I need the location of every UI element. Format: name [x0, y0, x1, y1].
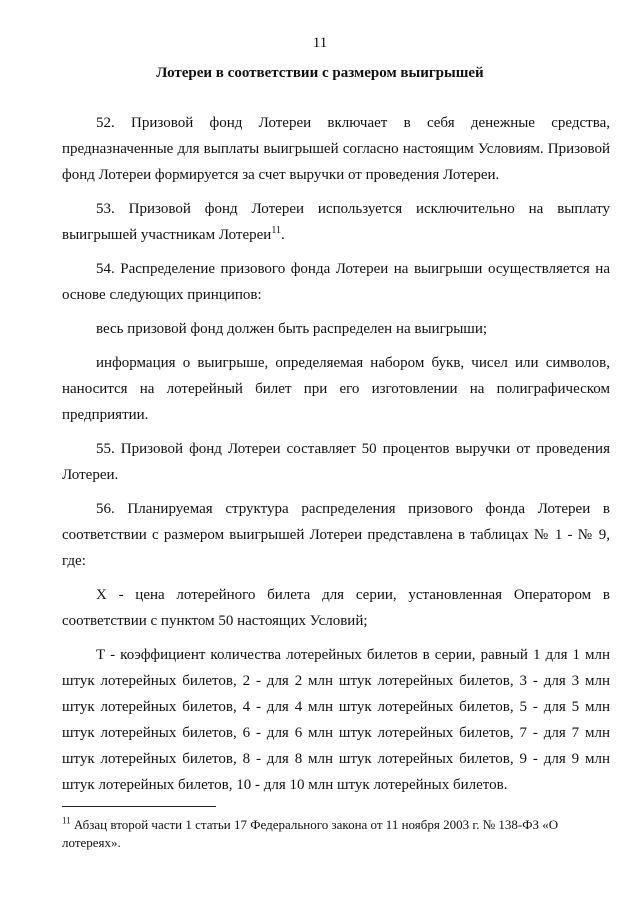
- paragraph-52: 52. Призовой фонд Лотереи включает в себя денежные средства, предназначенные для выплаты выигрышей согласно настоящим Условиям. Призовой фонд Лотереи формируется за счет выручки от проведения Лотереи.: [62, 115, 610, 183]
- paragraph-55: 55. Призовой фонд Лотереи составляет 50 процентов выручки от проведения Лотереи.: [62, 441, 610, 483]
- paragraph-53-end: .: [280, 227, 285, 243]
- footnote-text: Абзац второй части 1 статьи 17 Федерального закона от 11 ноября 2003 г. № 138-ФЗ «О лотереях».: [62, 817, 559, 850]
- page-number: 11: [312, 35, 328, 51]
- principle-item-1: весь призовой фонд должен быть распределен на выигрыши;: [96, 321, 488, 337]
- section-heading: Лотереи в соответствии с размером выигрышей: [156, 65, 484, 81]
- paragraph-56: 56. Планируемая структура распределения призового фонда Лотереи в соответствии с размером выигрышей Лотереи представлена в таблицах № 1 - № 9, где:: [62, 501, 610, 569]
- document-body: [62, 110, 610, 798]
- paragraph-54: 54. Распределение призового фонда Лотереи на выигрыши осуществляется на основе следующих принципов:: [62, 261, 610, 303]
- footnote-separator: [62, 806, 216, 807]
- definition-t: Т - коэффициент количества лотерейных билетов в серии, равный 1 для 1 млн штук лотерейных билетов, 2 - для 2 млн штук лотерейных билетов, 3 - для 3 млн штук лотерейных билетов, 4 - для 4 млн штук лотерейных билетов, 5 - для 5 млн штук лотерейных билетов, 6 - для 6 млн штук лотерейных билетов, 7 - для 7 млн штук лотерейных билетов, 8 - для 8 млн штук лотерейных билетов, 9 - для 9 млн штук лотерейных билетов, 10 - для 10 млн штук лотерейных билетов.: [62, 647, 610, 793]
- footnote: [62, 816, 610, 852]
- definition-x: Х - цена лотерейного билета для серии, установленная Оператором в соответствии с пунктом 50 настоящих Условий;: [62, 587, 610, 629]
- principle-item-2: информация о выигрыше, определяемая набором букв, чисел или символов, наносится на лотерейный билет при его изготовлении на полиграфическом предприятии.: [62, 355, 610, 423]
- footnote-marker: 11: [62, 815, 71, 826]
- paragraph-53-text: 53. Призовой фонд Лотереи используется исключительно на выплату выигрышей участникам Лотереи: [62, 201, 610, 243]
- footnote-reference[interactable]: 11: [271, 225, 281, 236]
- paragraph-53: [62, 196, 610, 248]
